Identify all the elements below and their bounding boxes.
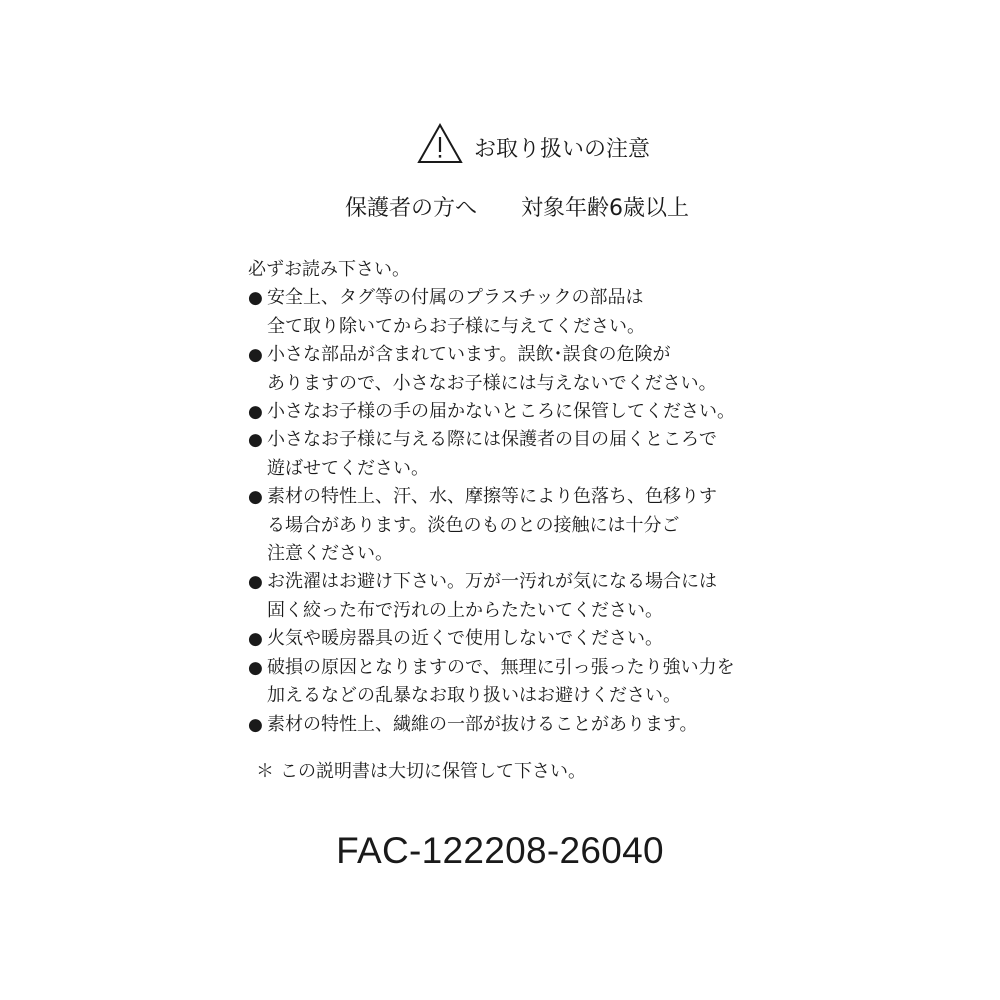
bullet-mark: ● [248,657,263,678]
bullet-mark: ● [248,487,263,508]
caution-text: 火気や暖房器具の近くで使用しないでください。 [267,628,663,650]
caution-item [248,284,808,341]
caution-text: 遊ばせてください。 [267,457,429,479]
audience-label: 保護者の方へ [345,196,478,221]
caution-text: 加えるなどの乱暴なお取り扱いはお避けください。 [267,685,681,707]
caution-text: 注意ください。 [267,543,393,565]
caution-text: 安全上、タグ等の付属のプラスチックの部品は [267,287,644,309]
bullet-mark: ● [248,430,263,451]
caution-text: 素材の特性上、繊維の一部が抜けることがあります。 [267,713,698,735]
caution-text: 小さなお子様に与える際には保護者の目の届くところで [267,429,717,451]
bullet-mark: ● [248,345,263,366]
caution-line [248,568,808,596]
caution-item [248,654,808,711]
bullet-mark: ● [248,629,263,650]
caution-text: 破損の原因となりますので、無理に引っ張ったり強い力を [267,656,735,678]
caution-body [248,256,808,739]
caution-item [248,568,808,625]
caution-line [248,711,808,739]
caution-item [248,711,808,739]
caution-line [248,625,808,653]
caution-list [248,284,808,739]
page-title: お取り扱いの注意 [474,137,651,162]
caution-text: ありますので、小さなお子様には与えないでください。 [267,372,717,394]
caution-text: る場合があります。淡色のものとの接触には十分ご [267,514,680,536]
asterisk-mark: ＊ [256,761,274,782]
caution-line [248,512,808,540]
note-text: この説明書は大切に保管して下さい。 [280,761,586,782]
caution-text: 小さなお子様の手の届かないところに保管してください。 [267,401,735,423]
caution-line [248,654,808,682]
caution-line [248,284,808,312]
caution-line [248,426,808,454]
bullet-mark: ● [248,714,263,735]
intro-text: 必ずお読み下さい。 [248,259,410,280]
product-code: FAC-122208-26040 [336,830,664,871]
caution-item [248,341,808,398]
caution-line [248,313,808,341]
caution-line [248,682,808,710]
caution-item [248,398,808,426]
bullet-mark: ● [248,288,263,309]
caution-line [248,455,808,483]
bullet-mark: ● [248,572,263,593]
caution-line [248,483,808,511]
warning-triangle-icon [417,122,463,164]
subtitle-row [0,192,1000,226]
caution-item [248,426,808,483]
caution-item [248,625,808,653]
title-row [0,122,1000,166]
age-label: 対象年齢6歳以上 [521,196,689,221]
caution-text: 全て取り除いてからお子様に与えてください。 [267,315,645,337]
caution-text: 小さな部品が含まれています。誤飲･誤食の危険が [267,344,671,366]
caution-line [248,341,808,369]
note [256,758,586,786]
caution-text: 素材の特性上、汗、水、摩擦等により色落ち、色移りす [267,486,717,508]
caution-item [248,483,808,568]
bullet-mark: ● [248,402,263,423]
caution-line [248,540,808,568]
caution-line [248,597,808,625]
caution-text: お洗濯はお避け下さい。万が一汚れが気になる場合には [267,571,717,593]
caution-text: 固く絞った布で汚れの上からたたいてください。 [267,599,663,621]
caution-line [248,398,808,426]
caution-line [248,370,808,398]
